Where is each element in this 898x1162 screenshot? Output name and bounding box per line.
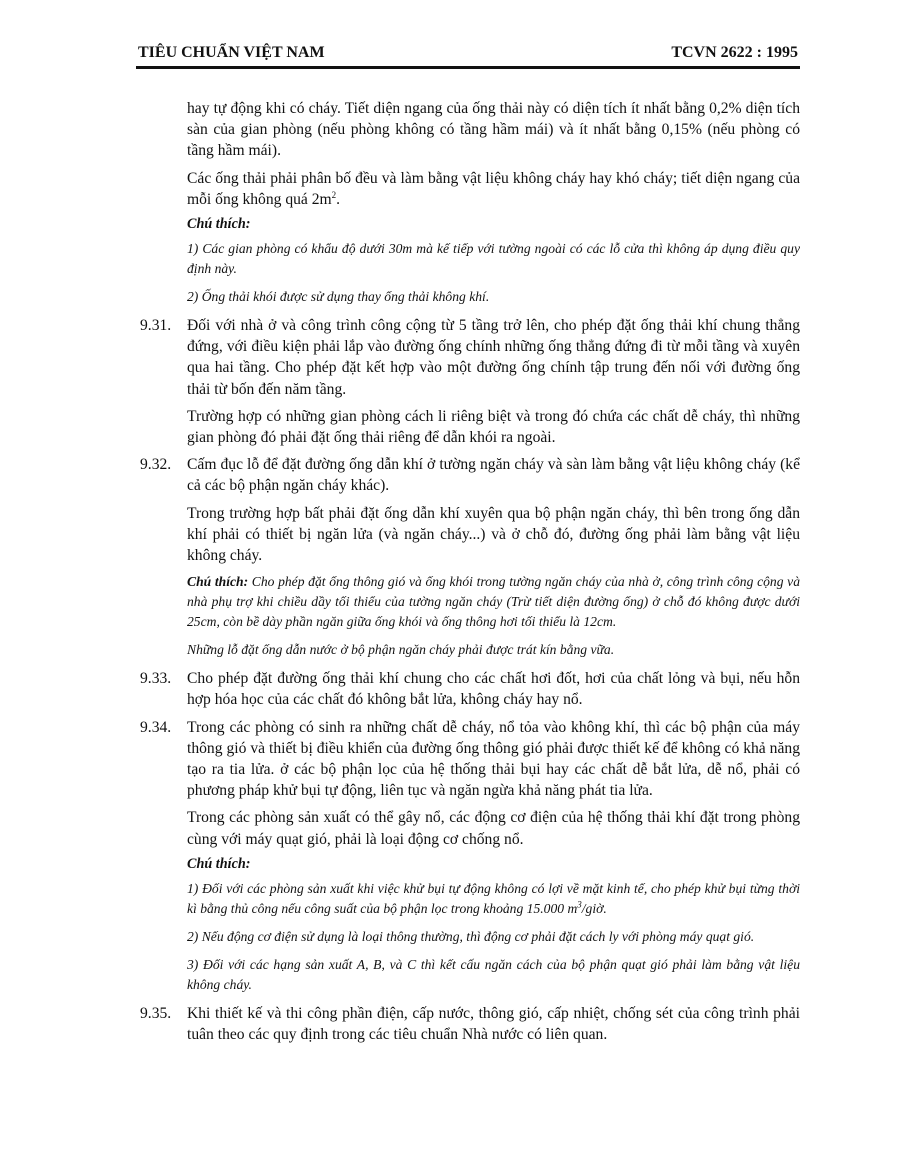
section-number: 9.35.	[140, 1004, 172, 1022]
paragraph: Trong trường hợp bất phải đặt ống dẫn khí xuyên qua bộ phận ngăn cháy, thì bên trong ống dẫn khí phải có thiết bị ngăn lửa (và ngăn cháy...) và ở chỗ đó, đường ống phải làm bằng vật liệu không cháy.	[187, 504, 800, 565]
paragraph: Trong các phòng sản xuất có thể gây nổ, các động cơ điện của hệ thống thải khí đặt trong phòng cùng với máy quạt gió, phải là loại động cơ chống nổ.	[187, 809, 800, 848]
superscript: 3	[577, 899, 582, 910]
section-number: 9.34.	[140, 718, 172, 736]
note: 3) Đối với các hạng sản xuất A, B, và C thì kết cấu ngăn cách của bộ phận quạt gió phải làm bằng vật liệu không cháy.	[187, 956, 800, 992]
intro-section	[140, 98, 800, 307]
note-title: Chú thích:	[187, 216, 251, 233]
paragraph: Các ống thải phải phân bố đều và làm bằng vật liệu không cháy hay khó cháy; tiết diện ngang của mỗi ống không quá $2m^2$.	[187, 169, 800, 208]
section-9-33	[140, 668, 800, 710]
section-number: 9.33.	[140, 670, 172, 688]
paragraph: Cấm đục lỗ để đặt đường ống dẫn khí ở tường ngăn cháy và sàn làm bằng vật liệu không cháy (kể cả các bộ phận ngăn cháy khác).	[187, 456, 800, 495]
paragraph: Cho phép đặt đường ống thải khí chung cho các chất hơi đốt, hơi của chất lỏng và bụi, nếu hỗn hợp hóa học của các chất đó không bắt lửa, không cháy hay nổ.	[187, 670, 800, 709]
note: Chú thích: Cho phép đặt ống thông gió và ống khói trong tường ngăn cháy của nhà ở, công trình công cộng và nhà phụ trợ khi chiều dầy tối thiểu của tường ngăn cháy (Trừ tiết diện đường ống) ở chỗ đó không được dưới 25cm, còn bề dày phần ngăn giữa ống khói và ống thông hơi tối thiểu là 12cm.	[187, 574, 800, 630]
header-standard-title: TIÊU CHUẨN VIỆT NAM	[138, 44, 325, 61]
note-label: Chú thích:	[187, 574, 249, 590]
note: 2) Ống thải khói được sử dụng thay ống thải không khí.	[187, 289, 490, 305]
header-standard-code: TCVN 2622 : 1995	[671, 44, 798, 61]
note: 1) Đối với các phòng sản xuất khi việc khử bụi tự động không có lợi về mặt kinh tế, cho phép khử bụi từng thời kì bằng thủ công nếu công suất của bộ phận lọc trong khoảng 15.000 $m^3$/giờ.	[187, 880, 800, 916]
superscript: 2	[331, 189, 337, 200]
note: Những lỗ đặt ống dẫn nước ở bộ phận ngăn cháy phải được trát kín bằng vữa.	[187, 642, 615, 658]
note: 1) Các gian phòng có khẩu độ dưới 30m mà kế tiếp với tường ngoài có các lỗ cửa thì không áp dụng điều quy định này.	[187, 241, 800, 277]
section-number: 9.31.	[140, 317, 172, 335]
document-body	[140, 98, 800, 1051]
section-9-35	[140, 1003, 800, 1045]
note-title: Chú thích:	[187, 855, 251, 872]
note: 2) Nếu động cơ điện sử dụng là loại thông thường, thì động cơ phải đặt cách ly với phòng máy quạt gió.	[187, 928, 755, 944]
paragraph: Đối với nhà ở và công trình công cộng từ 5 tầng trở lên, cho phép đặt ống thải khí chung thẳng đứng, với điều kiện phải lắp vào đường ống chính những ống thẳng đứng đi từ mỗi tầng và xuyên qua hai tầng. Cho phép đặt kết hợp vào một đường ống chính tập trung đến nối với đường ống thải từ bốn đến năm tầng.	[187, 317, 800, 398]
paragraph: Trong các phòng có sinh ra những chất dễ cháy, nổ tỏa vào không khí, thì các bộ phận của máy thông gió và thiết bị điều khiển của đường ống thông gió phải được thiết kế để không có khả năng tạo ra tia lửa. ở các bộ phận lọc của hệ thống thải bụi hay các chất dễ bắt lửa, dễ nổ, phải có phương pháp khử bụi tự động, liên tục và ngăn ngừa khả năng phát tia lửa.	[187, 718, 800, 800]
section-number: 9.32.	[140, 456, 172, 474]
paragraph: Khi thiết kế và thi công phần điện, cấp nước, thông gió, cấp nhiệt, chống sét của công trình phải tuân theo các quy định trong các tiêu chuẩn Nhà nước có liên quan.	[187, 1004, 800, 1044]
section-9-34	[140, 717, 800, 995]
header-rule	[136, 66, 800, 69]
paragraph: Trường hợp có những gian phòng cách li riêng biệt và trong đó chứa các chất dễ cháy, thì những gian phòng đó phải đặt ống thải riêng để dẫn khói ra ngoài.	[187, 407, 800, 447]
paragraph: hay tự động khi có cháy. Tiết diện ngang của ống thải này có diện tích ít nhất bằng 0,2% diện tích sàn của gian phòng (nếu phòng không có tầng hầm mái) và ít nhất bằng 0,15% (nếu phòng có tầng hầm mái).	[187, 100, 800, 160]
section-9-32	[140, 454, 800, 660]
section-9-31	[140, 315, 800, 448]
page-header	[138, 44, 798, 66]
